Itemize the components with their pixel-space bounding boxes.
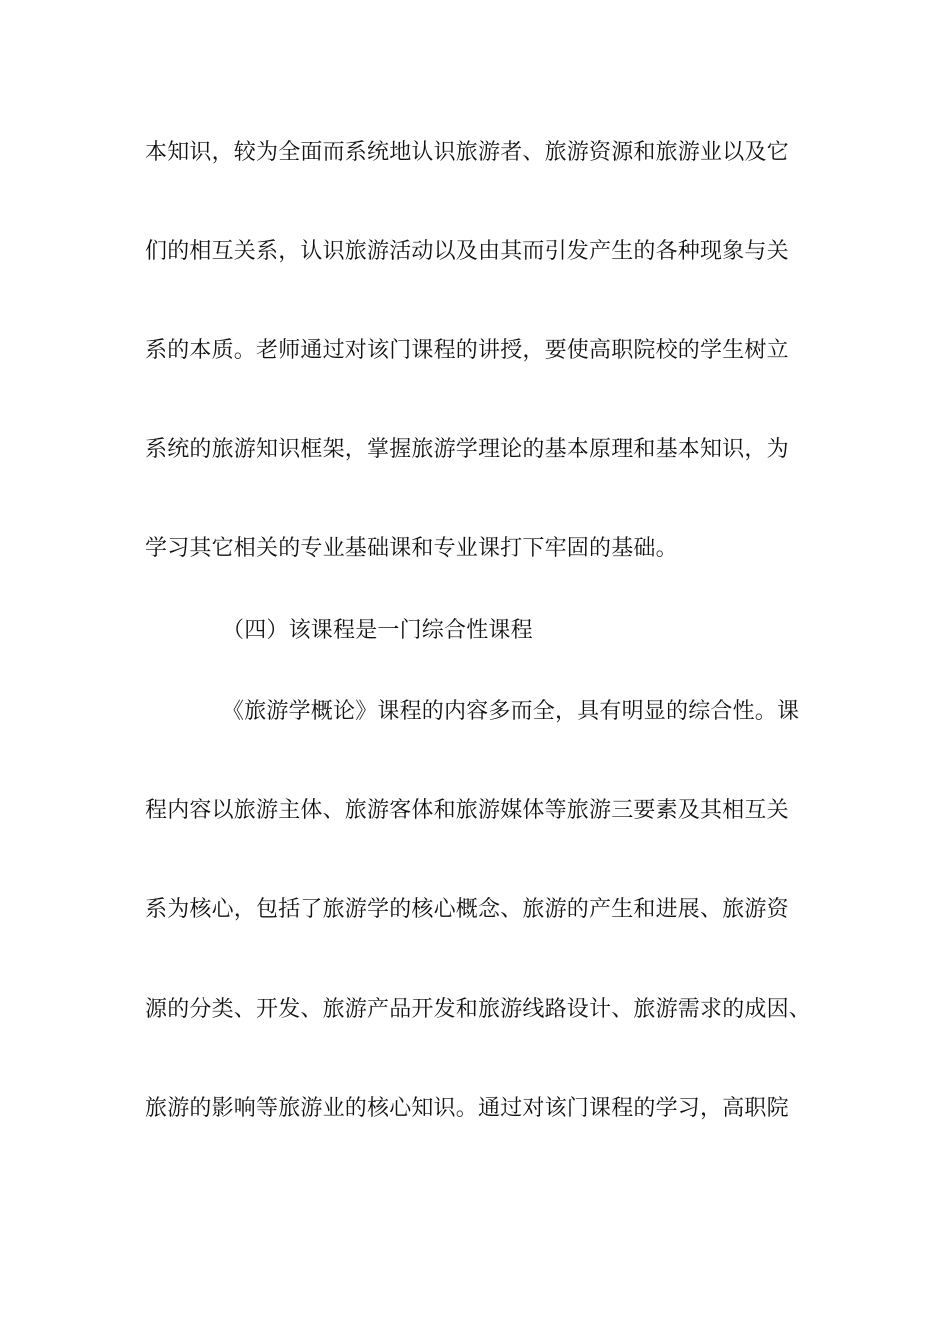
paragraph-line: 程内容以旅游主体、旅游客体和旅游媒体等旅游三要素及其相互关 bbox=[145, 798, 789, 823]
paragraph-line: 学习其它相关的专业基础课和专业课打下牢固的基础。 bbox=[145, 536, 678, 561]
paragraph-line: 系为核心，包括了旅游学的核心概念、旅游的产生和进展、旅游资 bbox=[145, 897, 789, 922]
paragraph-line: 们的相互关系，认识旅游活动以及由其而引发产生的各种现象与关 bbox=[145, 239, 789, 264]
paragraph-line: 《旅游学概论》课程的内容多而全，具有明显的综合性。课 bbox=[222, 699, 800, 724]
paragraph-line: 系统的旅游知识框架，掌握旅游学理论的基本原理和基本知识，为 bbox=[145, 437, 789, 462]
paragraph-line: 源的分类、开发、旅游产品开发和旅游线路设计、旅游需求的成因、 bbox=[145, 997, 812, 1022]
section-heading: （四）该课程是一门综合性课程 bbox=[222, 618, 533, 643]
paragraph-line: 旅游的影响等旅游业的核心知识。通过对该门课程的学习，高职院 bbox=[145, 1096, 789, 1121]
paragraph-line: 系的本质。老师通过对该门课程的讲授，要使高职院校的学生树立 bbox=[145, 338, 789, 363]
paragraph-line: 本知识，较为全面而系统地认识旅游者、旅游资源和旅游业以及它 bbox=[145, 140, 789, 165]
